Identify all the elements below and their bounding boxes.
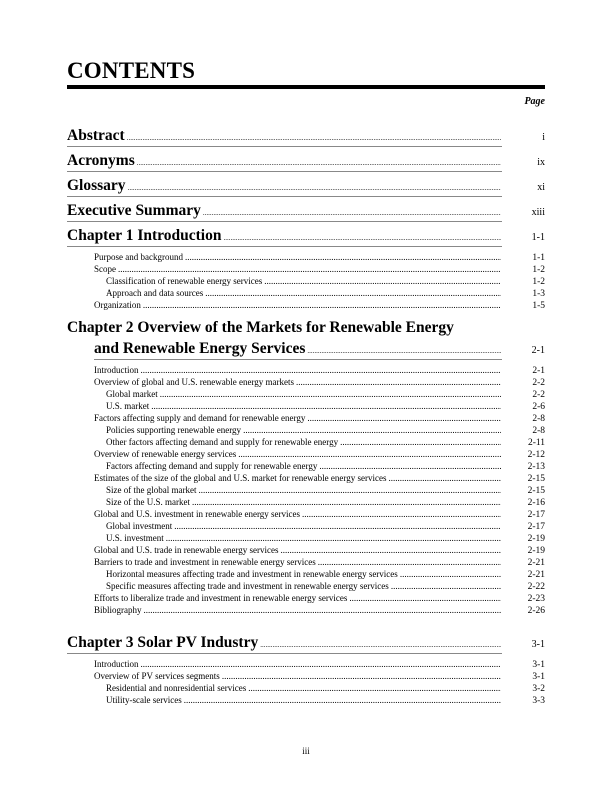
toc-item[interactable] — [67, 593, 545, 604]
toc-page-number: 2-16 — [527, 498, 545, 508]
toc-page-number: 1-3 — [532, 289, 545, 299]
toc-page-number: 2-6 — [532, 402, 545, 412]
toc-item-label: Overview of renewable energy services — [94, 449, 237, 459]
toc-page-number: 3-2 — [532, 684, 545, 694]
toc-item[interactable] — [67, 473, 545, 484]
page-number-footer: iii — [302, 746, 310, 756]
toc-item[interactable] — [67, 300, 545, 311]
toc-entry-glossary[interactable] — [67, 177, 545, 195]
toc-entry-chapter-3[interactable] — [67, 634, 545, 652]
toc-entry-label: and Renewable Energy Services — [94, 340, 306, 357]
toc-page-number: 2-8 — [532, 414, 545, 424]
toc-item-label: Size of the U.S. market — [106, 497, 190, 507]
toc-item-label: Size of the global market — [106, 485, 197, 495]
dot-leader — [184, 695, 501, 705]
toc-subitem[interactable] — [67, 288, 545, 299]
toc-page-number: 2-26 — [527, 606, 545, 616]
toc-item[interactable] — [67, 365, 545, 376]
dot-leader — [349, 593, 501, 603]
title-underline — [67, 85, 545, 89]
toc-page-number: 2-8 — [532, 426, 545, 436]
toc-page-number: 2-19 — [527, 534, 545, 544]
toc-page-number: 1-2 — [532, 265, 545, 275]
dot-leader — [400, 569, 501, 579]
toc-item[interactable] — [67, 545, 545, 556]
toc-item[interactable] — [67, 557, 545, 568]
toc-item[interactable] — [67, 413, 545, 424]
toc-item[interactable] — [67, 659, 545, 670]
dot-leader — [160, 389, 501, 399]
toc-page-number: 2-22 — [527, 582, 545, 592]
toc-page-number: 2-1 — [532, 366, 545, 376]
toc-item-label: Factors affecting demand and supply for renewable energy — [106, 461, 318, 471]
toc-item-label: Classification of renewable energy services — [106, 276, 263, 286]
toc-item-label: Specific measures affecting trade and investment in renewable energy services — [106, 581, 389, 591]
toc-subitem[interactable] — [67, 389, 545, 400]
dot-leader — [296, 377, 501, 387]
dot-leader — [151, 401, 501, 411]
toc-subitem[interactable] — [67, 497, 545, 508]
toc-item-label: Organization — [94, 300, 141, 310]
toc-entry-executive-summary[interactable] — [67, 202, 545, 220]
toc-page-number: 2-2 — [532, 378, 545, 388]
toc-subitem[interactable] — [67, 569, 545, 580]
toc-page-number: 3-1 — [532, 660, 545, 670]
toc-subitem[interactable] — [67, 401, 545, 412]
toc-item[interactable] — [67, 509, 545, 520]
dot-leader — [185, 252, 501, 262]
toc-item-label: Global market — [106, 389, 158, 399]
toc-item[interactable] — [67, 605, 545, 616]
toc-subitem[interactable] — [67, 437, 545, 448]
toc-page-number: 2-23 — [527, 594, 545, 604]
dot-leader — [118, 264, 501, 274]
entry-rule — [94, 359, 502, 360]
toc-item[interactable] — [67, 377, 545, 388]
toc-entry-label: Executive Summary — [67, 202, 201, 219]
toc-subitem[interactable] — [67, 695, 545, 706]
dot-leader — [238, 449, 501, 459]
entry-rule — [67, 653, 502, 654]
dot-leader — [137, 159, 501, 167]
dot-leader — [391, 581, 501, 591]
toc-page-number: 2-21 — [527, 570, 545, 580]
toc-page-number: 3-3 — [532, 696, 545, 706]
toc-subitem[interactable] — [67, 533, 545, 544]
toc-entry-label: Chapter 1 Introduction — [67, 227, 222, 244]
toc-item-label: Overview of PV services segments — [94, 671, 220, 681]
toc-entry-label: Chapter 3 Solar PV Industry — [67, 634, 259, 651]
toc-entry-label: Acronyms — [67, 152, 135, 169]
toc-item-label: Barriers to trade and investment in renewable energy services — [94, 557, 316, 567]
toc-item-label: U.S. market — [106, 401, 150, 411]
toc-item-label: Bibliography — [94, 605, 142, 615]
toc-page-number: 2-15 — [527, 474, 545, 484]
dot-leader — [198, 485, 501, 495]
dot-leader — [318, 557, 501, 567]
toc-item-label: Overview of global and U.S. renewable energy markets — [94, 377, 295, 387]
toc-subitem[interactable] — [67, 581, 545, 592]
dot-leader — [174, 521, 501, 531]
toc-item-label: Introduction — [94, 659, 139, 669]
toc-item-label: Policies supporting renewable energy — [106, 425, 242, 435]
entry-rule — [67, 246, 502, 247]
toc-entry-abstract[interactable] — [67, 127, 545, 145]
toc-page-number: 2-15 — [527, 486, 545, 496]
toc-subitem[interactable] — [67, 276, 545, 287]
toc-entry-chapter-1[interactable] — [67, 227, 545, 245]
toc-subitem[interactable] — [67, 521, 545, 532]
toc-page-number: 1-5 — [532, 301, 545, 311]
toc-item-label: Horizontal measures affecting trade and investment in renewable energy services — [106, 569, 398, 579]
toc-entry-chapter-2-line1[interactable]: Chapter 2 Overview of the Markets for Renewable Energy — [67, 319, 454, 336]
toc-item-label: Residential and nonresidential services — [106, 683, 247, 693]
toc-item-label: Purpose and background — [94, 252, 183, 262]
toc-page-number: 1-1 — [532, 253, 545, 263]
toc-item[interactable] — [67, 671, 545, 682]
toc-page-number: 1-2 — [532, 277, 545, 287]
dot-leader — [144, 605, 502, 615]
dot-leader — [281, 545, 501, 555]
toc-page-number: i — [542, 132, 545, 143]
dot-leader — [307, 347, 501, 355]
dot-leader — [307, 413, 501, 423]
toc-entry-label: Abstract — [67, 127, 125, 144]
toc-subitem[interactable] — [67, 683, 545, 694]
toc-entry-label: Glossary — [67, 177, 126, 194]
toc-page-number: 2-1 — [531, 345, 545, 356]
toc-page-number: 3-1 — [531, 639, 545, 650]
toc-subitem[interactable] — [67, 425, 545, 436]
dot-leader — [143, 300, 501, 310]
toc-item-label: Approach and data sources — [106, 288, 204, 298]
toc-page-number: ix — [537, 157, 545, 168]
toc-page-number: 2-11 — [527, 438, 545, 448]
entry-rule — [67, 221, 502, 222]
toc-page-number: 2-13 — [527, 462, 545, 472]
entry-rule — [67, 171, 502, 172]
dot-leader — [222, 671, 501, 681]
dot-leader — [260, 641, 501, 649]
toc-item-label: Global investment — [106, 521, 173, 531]
dot-leader — [128, 184, 501, 192]
dot-leader — [264, 276, 501, 286]
dot-leader — [166, 533, 501, 543]
dot-leader — [223, 234, 501, 242]
dot-leader — [319, 461, 501, 471]
toc-page-number: xiii — [531, 207, 545, 218]
toc-page-number: 3-1 — [532, 672, 545, 682]
toc-page-number: 2-17 — [527, 510, 545, 520]
page-column-header: Page — [524, 96, 545, 107]
toc-page-number: xi — [537, 182, 545, 193]
toc-item-label: Utility-scale services — [106, 695, 182, 705]
toc-item[interactable] — [67, 449, 545, 460]
toc-entry-chapter-2[interactable] — [67, 340, 545, 358]
dot-leader — [243, 425, 501, 435]
toc-page-number: 1-1 — [531, 232, 545, 243]
toc-subitem[interactable] — [67, 485, 545, 496]
toc-item[interactable] — [67, 264, 545, 275]
dot-leader — [205, 288, 501, 298]
toc-item-label: Scope — [94, 264, 116, 274]
dot-leader — [340, 437, 501, 447]
dot-leader — [141, 365, 502, 375]
toc-page-number: 2-17 — [527, 522, 545, 532]
dot-leader — [141, 659, 502, 669]
toc-item[interactable] — [67, 252, 545, 263]
toc-page-number: 2-2 — [532, 390, 545, 400]
toc-item-label: Estimates of the size of the global and U.S. market for renewable energy services — [94, 473, 387, 483]
dot-leader — [248, 683, 501, 693]
dot-leader — [192, 497, 501, 507]
toc-item-label: Other factors affecting demand and supply for renewable energy — [106, 437, 339, 447]
dot-leader — [203, 209, 501, 217]
toc-item-label: Global and U.S. trade in renewable energy services — [94, 545, 279, 555]
toc-page-number: 2-19 — [527, 546, 545, 556]
toc-item-label: Introduction — [94, 365, 139, 375]
toc-entry-acronyms[interactable] — [67, 152, 545, 170]
dot-leader — [388, 473, 501, 483]
entry-rule — [67, 196, 502, 197]
toc-item-label: Global and U.S. investment in renewable energy services — [94, 509, 301, 519]
toc-item-label: Efforts to liberalize trade and investment in renewable energy services — [94, 593, 348, 603]
toc-page-number: 2-12 — [527, 450, 545, 460]
entry-rule — [67, 146, 502, 147]
toc-subitem[interactable] — [67, 461, 545, 472]
toc-page-number: 2-21 — [527, 558, 545, 568]
toc-item-label: U.S. investment — [106, 533, 164, 543]
dot-leader — [302, 509, 501, 519]
toc-item-label: Factors affecting supply and demand for renewable energy — [94, 413, 306, 423]
dot-leader — [127, 134, 501, 142]
page-title: CONTENTS — [67, 58, 196, 83]
